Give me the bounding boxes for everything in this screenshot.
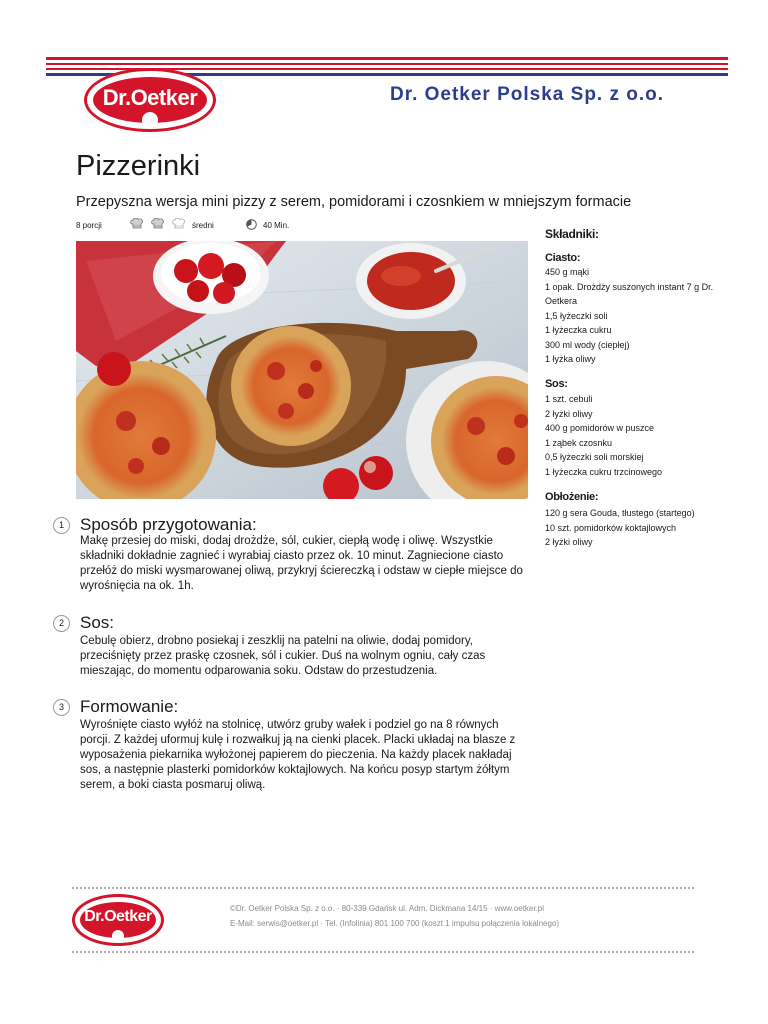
step-1-number: 1 — [53, 517, 70, 534]
header-stripe-red — [46, 63, 728, 65]
footer-divider — [72, 887, 694, 889]
step-2-text: Cebulę obierz, drobno posiekaj i zeszklij na patelni na oliwie, dodaj pomidory, przeciśnięty przez praskę czosnek, sól i cukier. Duś na wolnym ogniu, cały czas mieszając, do momentu odparowania soku. Odstaw do przestudzenia. — [80, 635, 486, 677]
ingredients-heading: Składniki: — [545, 227, 599, 241]
company-name: Dr. Oetker Polska Sp. z o.o. — [390, 84, 665, 105]
ingredient-item: 1 ząbek czosnku — [545, 437, 613, 448]
ingredient-item: 1 szt. cebuli — [545, 394, 593, 404]
page-title: Pizzerinki — [76, 150, 201, 182]
time-label: 40 Min. — [263, 221, 290, 230]
ingredient-item: 400 g pomidorów w puszce — [545, 423, 655, 433]
step-3-title: Formowanie: — [80, 697, 179, 716]
ingredient-item: 1 łyżka oliwy — [545, 354, 596, 364]
ingredient-item: 1 łyżeczka cukru trzcinowego — [545, 466, 663, 477]
ingredient-item: 450 g mąki — [545, 267, 590, 277]
step-2-number: 2 — [53, 615, 70, 632]
difficulty-label: średni — [192, 221, 214, 230]
ingredient-item: 2 łyżki oliwy — [545, 537, 593, 547]
step-1-title: Sposób przygotowania: — [80, 515, 257, 534]
ingredient-item: 0,5 łyżeczki soli morskiej — [545, 452, 644, 462]
ingredient-item: 1 opak. Drożdży suszonych instant 7 g Dr. Oetkera — [545, 281, 714, 306]
ingredients-section-title: Obłożenie: — [545, 491, 599, 503]
footer-divider — [72, 951, 694, 953]
ingredients-section-title: Ciasto: — [545, 252, 581, 264]
ingredients-topping-list — [545, 506, 720, 550]
ingredient-item: 120 g sera Gouda, tłustego (startego) — [545, 508, 695, 518]
ingredient-item: 2 łyżki oliwy — [545, 408, 593, 419]
footer-address: ©Dr. Oetker Polska Sp. z o.o. · 80-339 Gdańsk ul. Adm. Dickmana 14/15 · www.oetker.pl — [230, 904, 545, 913]
step-3-text: Wyrośnięte ciasto wyłóż na stolnicę, utwórz gruby wałek i podziel go na 8 równych porcji. Z każdej uformuj kulę i rozwałkuj ją na cienki placek. Placki układaj na blasze z wyposażenia piekarnika wyłożonej papierem do pieczenia. Na każdy placek nakładaj sos, a następnie plasterki pomidorków koktajlowych. Na końcu posyp startym żółtym serem, a boki ciasta posmaruj oliwą. — [80, 719, 516, 791]
ingredient-item: 10 szt. pomidorków koktajlowych — [545, 522, 677, 533]
chef-hat-icon — [151, 218, 165, 230]
brand-logo: Dr.Oetker — [84, 68, 216, 132]
servings-label: 8 porcji — [76, 221, 102, 230]
ingredient-item: 1,5 łyżeczki soli — [545, 310, 608, 321]
ingredients-dough-list — [545, 265, 720, 367]
recipe-subtitle: Przepyszna wersja mini pizzy z serem, pomidorami i czosnkiem w mniejszym formacie — [76, 194, 632, 210]
ingredients-sauce-list — [545, 392, 720, 479]
ingredient-item: 1 łyżeczka cukru — [545, 325, 612, 335]
ingredients-section-title: Sos: — [545, 378, 568, 390]
chef-hat-icon — [130, 218, 144, 230]
clock-icon — [246, 219, 257, 230]
header-stripe-red — [46, 57, 728, 60]
footer-contact: E-Mail: serwis@oetker.pl · Tel. (Infolinia) 801 100 700 (koszt 1 impulsu połączenia lokalnego) — [230, 919, 560, 928]
step-3-number: 3 — [53, 699, 70, 716]
step-1-text: Makę przesiej do miski, dodaj drożdże, sól, cukier, ciepłą wodę i oliwę. Wszystkie składniki dokładnie zagnieć i wyrabiaj ciasto przez ok. 10 minut. Zagniecione ciasto przełóż do miski wysmarowanej oliwą, przykryj ściereczką i odstaw w ciepłe miejsce do wyrośnięcia na ok. 1h. — [80, 535, 523, 592]
pizzerinki-photo — [76, 241, 528, 499]
step-2-title: Sos: — [80, 613, 115, 632]
ingredient-item: 300 ml wody (ciepłej) — [545, 339, 630, 350]
chef-hat-icon — [172, 218, 186, 230]
footer-brand-logo: Dr.Oetker — [72, 894, 164, 946]
